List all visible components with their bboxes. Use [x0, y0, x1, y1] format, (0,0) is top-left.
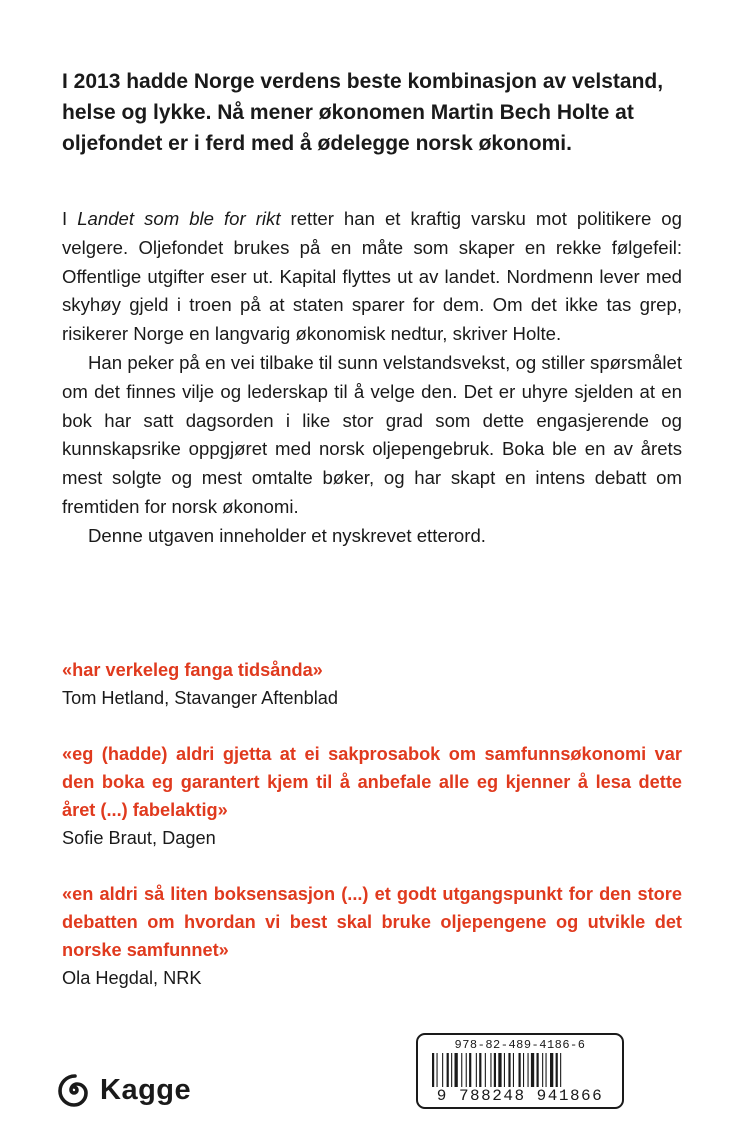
description	[62, 205, 682, 551]
quote-source: Sofie Braut, Dagen	[62, 828, 216, 848]
publisher-name: Kagge	[100, 1073, 192, 1106]
p1-text: retter han et kraftig varsku mot politikere og velgere. Oljefondet brukes på en måte som skaper en rekke følgefeil: Offentlige utgifter eser ut. Kapital flyttes ut av landet. Nordmenn lever med skyhøy gjeld i troen på at staten sparer for dem. Om det ikke tas grep, risikerer Norge en langvarig økonomisk nedtur, skriver Holte.	[62, 208, 682, 345]
p1-prefix: I	[62, 208, 78, 229]
review-quote-1	[62, 656, 682, 712]
publisher-logo	[56, 1072, 191, 1108]
ean-number: 9 788248 941866	[420, 1087, 620, 1105]
description-paragraph-3: Denne utgaven inneholder et nyskrevet etterord.	[88, 524, 486, 546]
description-paragraph-2: Han peker på en vei tilbake til sunn velstandsvekst, og stiller spørsmålet om det finnes vilje og lederskap til å velge den. Det er uhyre sjelden at en bok har satt dagsorden i like stor grad som dette engasjerende og kunnskapsrike oppgjøret med norsk oljepengebruk. Boka ble en av årets mest solgte og mest omtalte bøker, og har skapt en intens debatt om fremtiden for norsk økonomi.	[62, 351, 682, 517]
quote-text: «eg (hadde) aldri gjetta at ei sakprosabok om samfunnsøkonomi var den boka eg garantert kjem til å anbefale alle eg kjenner å lesa dette året (...) fabelaktig»	[62, 744, 682, 820]
lead-paragraph: I 2013 hadde Norge verdens beste kombinasjon av velstand, helse og lykke. Nå mener økonomen Martin Bech Holte at oljefondet er i ferd med å ødelegge norsk økonomi.	[62, 70, 664, 155]
spiral-logo-icon	[56, 1072, 92, 1108]
description-paragraph-1	[62, 205, 682, 349]
quote-source: Tom Hetland, Stavanger Aftenblad	[62, 688, 339, 708]
book-title: Landet som ble for rikt	[77, 208, 281, 229]
quote-source: Ola Hegdal, NRK	[62, 968, 202, 988]
review-quote-2	[62, 740, 682, 852]
review-quote-3	[62, 880, 682, 992]
isbn-barcode	[416, 1033, 624, 1109]
quote-text: «en aldri så liten boksensasjon (...) et godt utgangspunkt for den store debatten om hvordan vi best skal bruke oljepengene og utvikle det norske samfunnet»	[62, 884, 682, 960]
isbn-number: 978-82-489-4186-6	[454, 1038, 586, 1052]
quote-text: «har verkeleg fanga tidsånda»	[62, 660, 323, 680]
